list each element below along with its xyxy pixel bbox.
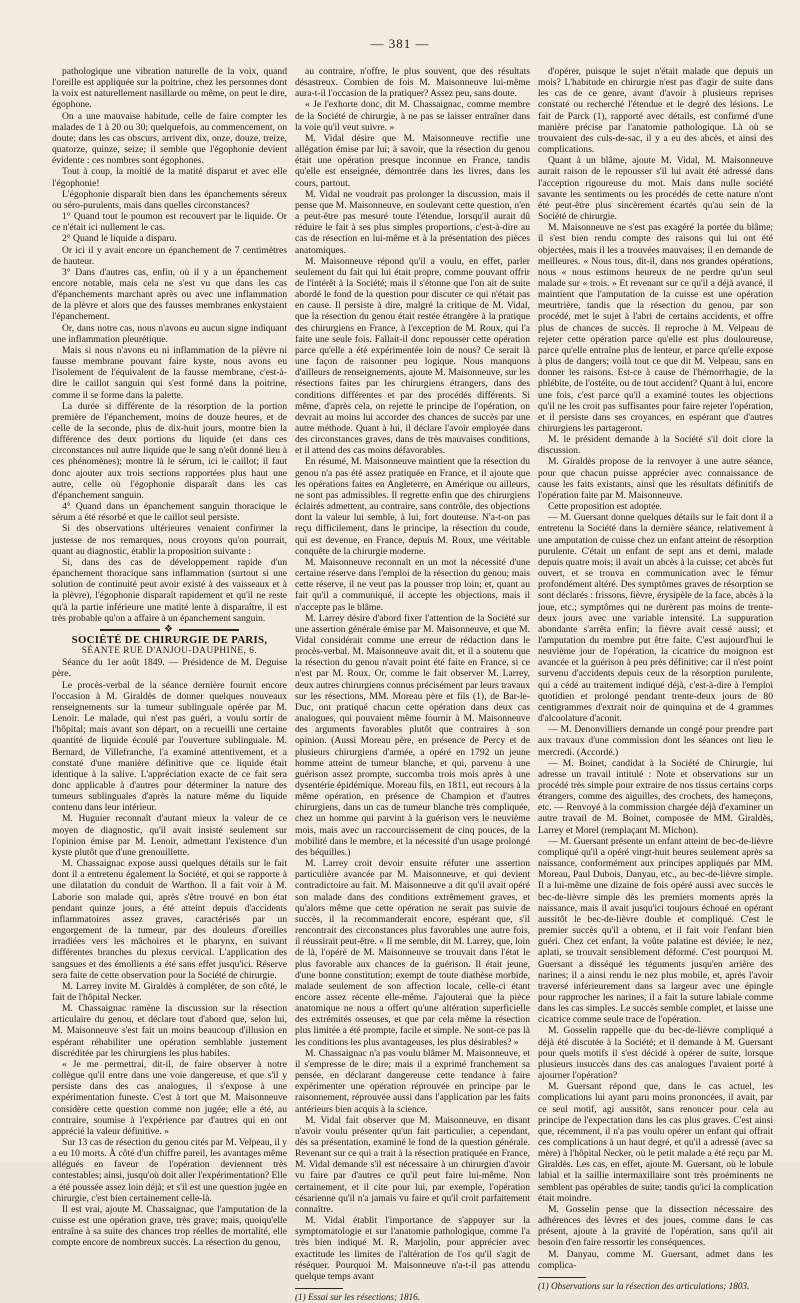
paragraph: d'opérer, puisque le sujet n'était malade que depuis un mois? L'habitude en chirurgie n'est pas d'agir de suite dans les cas de ce genre, avant d'avoir à plusieurs reprises constaté ou recherché l'étendue et le degré des lésions. Le fait de Parck (1), rapporté avec détails, est confirmé d'une manière précise par l'anatomie pathologique. Là où se trouvaient des culs-de-sac, il y a eu des abcès, et ainsi des complications. <box>538 66 773 156</box>
paragraph: Le procès-verbal de la séance dernière fournit encore l'occasion à M. Giraldès de donner quelques nouveaux renseignements sur la tumeur sublinguale opérée par M. Lenoir. Le malade, qui n'est pas guéri, a voulu sortir de l'hôpital; mais avant son départ, on a recueilli une certaine quantité de liquide écoulé par l'ouverture sublinguale. M. Bernard, de Villefranche, l'a examiné attentivement, et a constaté d'une manière définitive que ce liquide était identique à la salive. L'appréciation exacte de ce fait sera donc applicable à d'autres pour déterminer la nature des tumeurs sublinguales d'après la nature même du liquide contenu dans leur intérieur. <box>52 679 287 814</box>
paragraph: — M. Boinet, candidat à la Société de Chirurgie, lui adresse un travail intitulé : Note et observations sur un procédé très simple pour extraire de nos tissus certains corps étrangers, comme des aiguilles, des crochets, des hameçons, etc. — Renvoyé à la commission chargée déjà d'examiner un autre travail de M. Boinet, composée de MM. Giraldès, Larrey et Morel (remplaçant M. Michon). <box>538 757 773 836</box>
paragraph: au contraire, n'offre, le plus souvent, que des résultats désastreux. Combien de fois M. Maisonneuve lui-même aura-t-il l'occasion de la pratiquer? Assez peu, sans doute. <box>295 66 530 100</box>
paragraph: M. Vidal ne voudrait pas prolonger la discussion, mais il pense que M. Maisonneuve, en soulevant cette question, n'en a peut-être pas mesuré toute l'étendue, lorsqu'il aurait dû réduire le fait à ses plus simples proportions, c'est-à-dire au cas de résection en lui-même et à la présentation des pièces anatomiques. <box>295 188 530 256</box>
paragraph: M. Vidal fait observer que M. Maisonneuve, en disant n'avoir voulu présenter qu'un fait particulier, a cependant, dès sa présentation, examiné le fond de la question générale. Revenant sur ce qui a trait à la résection pratiquée en France, M. Vidal demande s'il est nécessaire à un chirurgien d'avoir vu faire par d'autres ce qu'il peut faire lui-même. Non certainement, et il cite pour lui, par exemple, l'opération césarienne qu'il n'a jamais vu faire et qu'il croit parfaitement connaître. <box>295 1114 530 1215</box>
paragraph: Quant à un blâme, ajoute M. Vidal, M. Maisonneuve aurait raison de le repousser s'il lui avait été adressé dans l'acception rigoureuse du mot. Mais dans nulle société savante les sentiments ou les procédés de cette nature n'ont été peut-être plus sincèrement écartés qu'au sein de la Société de chirurgie. <box>538 155 773 223</box>
section-heading: SOCIÉTÉ DE CHIRURGIE DE PARIS, <box>71 633 268 646</box>
paragraph: M. Vidal établit l'importance de s'appuyer sur la symptomatologie et sur l'anatomie pathologique, comme l'a très bien indiqué M. R. Marjolin, pour apprécier avec exactitude les limites de l'altération de l'os qu'il s'agit de réséquer. Pourquoi M. Maisonneuve n'a-t-il pas attendu quelque temps avant <box>295 1215 530 1282</box>
paragraph: Cette proposition est adoptée. <box>548 501 663 513</box>
paragraph: Si, dans des cas de développement rapide d'un épanchement thoracique sans inflammation (surtout si une solution de continuité peut avoir existé à des vaisseaux et à la plèvre), l'égophonie disparaît rapidement et qu'il ne reste qu'à la partie inférieure une matité lente à disparaître, il est très probable qu'on a affaire à un épanchement sanguin. <box>52 556 287 624</box>
paragraph: M. Maisonneuve reconnaît en un mot la nécessité d'une certaine réserve dans l'emploi de la résection du genou; mais cette réserve, il ne veut pas la pousser trop loin; et, quant au fait qu'il a communiqué, il accepte les objections, mais il n'accepte pas le blâme. <box>295 556 530 613</box>
paragraph: M. Larrey désire d'abord fixer l'attention de la Société sur une assertion générale émise par M. Maisonneuve, et que M. Vidal considérait comme une erreur de rédaction dans le procès-verbal. M. Maisonneuve avait dit, et il a soutenu que la résection du genou n'avait point été faite en France, si ce n'est par M. Roux. Or, comme le fait observer M. Larrey, deux autres chirurgiens connus précisément par leurs travaux sur les résections, MM. Moreau père et fils (1), de Bar-le-Duc, ont pratiqué chacun cette opération dans deux cas analogues, qui pouvaient même fournir à M. Maisonneuve des arguments favorables plutôt que contraires à son opinion. (Aussi Moreau père, en présence de Percy et de plusieurs chirurgiens d'armée, a opéré en 1792 un jeune homme atteint de tumeur blanche, et qui, parvenu à une guérison assez prompte, succomba trois mois après à une dysentérie épidémique. Moreau fils, en 1811, eut recours à la même opération, en présence de Champion et d'autres chirurgiens, dans un cas de tumeur blanche très compliquée, chez un homme qui parvint à la guérison vers le neuvième mois, mais avec un raccourcissement de cinq pouces, de la mobilité dans le membre, et la nécessité d'un usage prolongé des béquilles.) <box>295 612 530 858</box>
column-2 <box>295 66 530 1303</box>
paragraph: M. Gosselin rappelle que du bec-de-lièvre compliqué a déjà été discutée à la Société; et il demande à M. Guersant pour quels motifs il s'est décidé à opérer de suite, lorsque plusieurs insuccès dans des cas analogues l'avaient porté à ajourner l'opération? <box>538 1025 773 1082</box>
paragraph: L'égophonie disparaît bien dans les épanchements séreux ou séro-purulents, mais dans quelles circonstances? <box>52 188 287 211</box>
paragraph: — M. Guersant donne quelques détails sur le fait dont il a entretenu la Société dans la dernière séance, relativement à une amputation de cuisse chez un enfant atteint de résorption purulente. C'était un enfant de sept ans et demi, malade depuis quatre mois; il avait un abcès à la cuisse; cet abcès fut ouvert, et se trouva en communication avec le fémur profondément altéré. Des symptômes graves de résorption se sont déclarés : frissons, fièvre, érysipèle de la face, abcès à la joue, etc.; symptômes qui ne durèrent pas moins de trente-deux jours avec une variable intensité. La suppuration abondante s'arrêta enfin; la fièvre avait cessé aussi; et l'amputation du membre put être faite. C'est aujourd'hui le neuvième jour de l'opération, la cicatrice du moignon est avancée et la guérison à peu près définitive; car il n'est point survenu d'accidents depuis ceux de la résorption purulente, qui a cédé au traitement indiqué déjà, c'est-à-dire à l'emploi quotidien et prolongé pendant trente-deux jours de 80 centigrammes d'extrait noir de quinquina et de 4 grammes d'alcoolature d'aconit. <box>538 512 773 725</box>
paragraph: M. Chassaignac n'a pas voulu blâmer M. Maisonneuve, et il s'empresse de le dire; mais il a exprimé franchement sa pensée, en déclarant dangereuse cette tendance à faire expérimenter une opération réprouvée en principe par le raisonnement, réprouvée aussi dans l'application par les faits antérieurs bien acquis à la science. <box>295 1047 530 1115</box>
paragraph: M. Vidal désire que M. Maisonneuve rectifie une allégation émise par lui; à savoir, que la résection du genou était une opération presque inconnue en France, tandis qu'elle est enseignée, démontrée dans les livres, dans les cours, partout. <box>295 132 530 189</box>
paragraph: M. Maisonneuve répond qu'il a voulu, en effet, parler seulement du fait qui lui était propre, comme pouvant offrir de l'intérêt à la Société; mais il s'étonne que l'on ait de suite abordé le fond de la question pour discuter ce qui n'était pas en cause. Il persiste à dire, malgré la critique de M. Vidal, que la résection du genou était restée étrangère à la pratique des chirurgiens en France, à l'exception de M. Roux, qui l'a faite une seule fois. Fallait-il donc repousser cette opération parce qu'elle a été expérimentée loin de nous? Ce serait là une façon de raisonner peu logique. Nous manquons d'ailleurs de renseignements, ajoute M. Maisonneuve, sur les résections faites par les chirurgiens étrangers, dans des conditions différentes et par des procédés différents. Si même, d'après cela, on rejette le principe de l'opération, on devrait au moins lui accorder des chances de succès par une autre méthode. Quant à lui, il déclare l'avoir employée dans des circonstances graves, dans de très mauvaises conditions, et il attend des cas moins défavorables. <box>295 255 530 457</box>
paragraph: On a une mauvaise habitude, celle de faire compter les malades de 1 à 20 ou 30; quelquefois, au commencement, on doute; dans les cas obscurs, arrivent dix, onze, douze, treize, quatorze, quinze, seize; il semble que l'égophonie devient évidente : ces nombres sont égophones. <box>52 110 287 167</box>
page-number: — 381 — <box>370 36 430 51</box>
section-subheading: SÉANTE RUE D'ANJOU-DAUPHINE, 6. <box>81 646 258 657</box>
footnote-rule <box>538 1277 586 1278</box>
paragraph: M. Giraldès propose de la renvoyer à une autre séance, pour que chacun puisse apprécier avec connaissance de cause les faits existants, ainsi que les résultats définitifs de l'opération faite par M. Maisonneuve. <box>538 456 773 501</box>
column-3 <box>538 66 773 1291</box>
paragraph: M. Danyau, comme M. Guersant, admet dans les complica- <box>538 1248 773 1271</box>
paragraph: Or, dans notre cas, nous n'avons eu aucun signe indiquant une inflammation pleurétique. <box>52 322 287 345</box>
paragraph: En résumé, M. Maisonneuve maintient que la résection du genou n'a pas été assez pratiquée en France, et il ajoute que les opérations faites en Angleterre, en Amérique ou ailleurs, ne sont pas admissibles. Il regrette enfin que des chirurgiens éclairés admettent, au contraire, sans contrôle, des objections dont la valeur lui semble, à lui, fort douteuse. N'a-t-on pas reçu difficilement, dans le principe, la résection du coude, qui est devenue, en France, depuis M. Roux, une véritable conquête de la chirurgie moderne. <box>295 456 530 557</box>
paragraph: Sur 13 cas de résection du genou cités par M. Velpeau, il y a eu 10 morts. À côté d'un chiffre pareil, les avantages même allégués en faveur de l'opération deviennent très contestables; ainsi, jusqu'où doit aller l'expérimentation? Elle a été poussée assez loin déjà; et s'il est une question jugée en chirurgie, c'est bien certainement celle-là. <box>52 1137 287 1204</box>
text-columns <box>52 66 774 1303</box>
footnote: (1) Essai sur les résections; 1816. <box>295 1292 421 1303</box>
paragraph: La durée si différente de la résorption de la portion première de l'épanchement, moins de douze heures, et de celle de la seconde, plus de dix-huit jours, montre bien la différence des deux portions du liquide (et dans ces circonstances nul autre liquide que le sang n'eût donné lieu à ces phénomènes); montre là le sérum, ici le caillot; il faut donc ajouter aux trois sections rapportées plus haut une autre, celle où l'égophonie disparaît dans les cas d'épanchement sanguin. <box>52 400 287 501</box>
paragraph: M. Chassaignac ramène la discussion sur la résection articulaire du genou, et déclare tout d'abord que, selon lui, M. Maisonneuve s'est fait un moins beaucoup d'illusion en espérant réhabiliter une opération semblable justement discréditée par les chirurgiens les plus habiles. <box>52 1003 287 1059</box>
paragraph: 2° Quand le liquide a disparu. <box>62 233 177 245</box>
paragraph: Or ici il y avait encore un épanchement de 7 centimètres de hauteur. <box>52 244 287 267</box>
footnote: (1) Observations sur la résection des articulations; 1803. <box>538 1280 750 1291</box>
footnote-rule <box>295 1288 343 1289</box>
paragraph: 4° Quand dans un épanchement sanguin thoracique le sérum a été résorbé et que le caillot seul persiste. <box>52 501 287 524</box>
paragraph: 1° Quand tout le poumon est recouvert par le liquide. Or ce n'était ici nullement le cas. <box>52 211 287 234</box>
paragraph: Il est vrai, ajoute M. Chassaignac, que l'amputation de la cuisse est une opération grave, très grave; mais, quoiqu'elle entraîne à sa suite des chances trop réelles de mortalité, elle compte encore de nombreux succès. La résection du genou, <box>52 1203 287 1249</box>
paragraph: Mais si nous n'avons eu ni inflammation de la plèvre ni fausse membrane pouvant faire kyste, nous avons eu l'isolement de l'équivalent de la fausse membrane, c'est-à-dire le caillot sanguin qui s'est formé dans la poitrine, comme il se forme dans la palette. <box>52 344 287 401</box>
paragraph: M. Chassaignac expose aussi quelques détails sur le fait dont il a entretenu également la Société, et qui se rapporte à une dilatation du conduit de Warthon. Il a fait voir à M. Laborie son malade qui, après s'être trouvé en bon état pendant quinze jours, a été atteint depuis d'accidents inflammatoires assez graves, caractérisés par un engorgement de la tumeur, par des douleurs d'oreilles irradiées vers les mâchoires et le pharynx, en suivant différentes branches du plexus cervical. L'application des sangsues et des émollients a été sans effet jusqu'ici. Réserve sera faite de cette observation pour la Société de chirurgie. <box>52 858 287 981</box>
paragraph: M. le président demande à la Société s'il doit clore la discussion. <box>538 434 773 457</box>
paragraph: « Je l'exhorte donc, dit M. Chassaignac, comme membre de la Société de chirurgie, à ne pas se laisser entraîner dans la voie qu'il veut suivre. » <box>295 99 530 133</box>
session-line: Séance du 1er août 1849. — Présidence de M. Deguise père. <box>52 657 287 680</box>
paragraph: — M. Denonvilliers demande un congé pour prendre part aux travaux d'une commission dont les séances ont lieu le mercredi. (Accordé.) <box>538 724 773 758</box>
paragraph: M. Guersant répond que, dans le cas actuel, les complications lui ayant paru moins prononcées, il avait, par ce seul motif, agi aussitôt, sans renoncer pour cela au principe de l'expectation dans les cas plus graves. C'est ainsi que, récemment, il n'a pas voulu opérer un enfant qui offrait ces complications à un haut degré, et qu'il a adressé (avec sa mère) à l'hôpital Necker, où le petit malade a été reçu par M. Giraldès. Les cas, en effet, ajoute M. Guersant, où le lobule labial et la saillie intermaxillaire sont très proéminents ne semblent pas opérables de suite; tandis qu'ici la complication était moindre. <box>538 1081 773 1204</box>
paragraph: « Je me permettrai, dit-il, de faire observer à notre collègue qu'il entre dans une voie dangereuse, et que s'il y persiste dans des cas analogues, il s'expose à une expérimentation funeste. C'est à tort que M. Maisonneuve considère cette question comme non jugée; elle a été, au contraire, soumise à l'expérience par d'autres qui en ont apprécié la valeur définitive. » <box>52 1058 287 1137</box>
section-ornament: ❖ <box>52 624 287 635</box>
paragraph: pathologique une vibration naturelle de la voix, quand l'oreille est appliquée sur la poitrine, chez les personnes dont la voix est naturellement nasillarde ou même, on peut le dire, égophone. <box>52 66 287 111</box>
paragraph: Si des observations ultérieures venaient confirmer la justesse de nos remarques, nous croyons qu'on pourrait, quant au diagnostic, établir la proposition suivante : <box>52 523 287 557</box>
paragraph: M. Maisonneuve ne s'est pas exagéré la portée du blâme; il s'est bien rendu compte des raisons qui lui ont été objectées, mais il les a trouvées mauvaises; il en demande de meilleures. « Nous tous, dit-il, dans nos grandes opérations, nous « nous estimons heureux de ne perdre qu'un seul malade sur « trois. » Et revenant sur ce qu'il a déjà avancé, il maintient que l'amputation de la cuisse est une opération meurtrière, tandis que la résection du genou, par son procédé, met le sujet à l'abri de certains accidents, et offre plus de chances de succès. Il reproche à M. Velpeau de rejeter cette opération parce qu'elle est plus douloureuse, parce qu'elle entraîne plus de lenteur, et parce qu'elle expose à plus de dangers; voilà tout ce que dit M. Velpeau, sans en donner les raisons. Est-ce à cause de l'hémorrhagie, de la phlébite, de l'ostéite, ou de tout accident? Quant à lui, encore une fois, c'est parce qu'il a examiné toutes les objections qu'il ne les croit pas suffisantes pour faire rejeter l'opération, et il persiste dans ses croyances, en espérant que d'autres chirurgiens les partageront. <box>538 222 773 434</box>
paragraph: M. Larrey invite M. Giraldès à compléter, de son côté, le fait de l'hôpital Necker. <box>52 980 287 1003</box>
paragraph: M. Huguier reconnaît d'autant mieux la valeur de ce moyen de diagnostic, qu'il avait insisté seulement sur l'opinion émise par M. Lenoir, admettant l'existence d'un kyste plutôt que d'une grenouillette. <box>52 813 287 858</box>
paragraph: M. Gosselin pense que la dissection nécessaire des adhérences des lèvres et des joues, comme dans le cas présent, ajoute à la gravité de l'opération, sans qu'il ait besoin d'en faire ressortir les conséquences. <box>538 1203 773 1249</box>
column-1 <box>52 66 287 1249</box>
paragraph: 3° Dans d'autres cas, enfin, où il y a un épanchement encore notable, mais cela ne s'est vu que dans les cas d'épanchements marchant après ou avec une inflammation de la plèvre et alors que des fausses membranes enkystaient l'épanchement. <box>52 266 287 323</box>
paragraph: — M. Guersant présente un enfant atteint de bec-de-lièvre compliqué qu'il a opéré vingt-huit heures seulement après sa naissance, conformément aux principes appliqués par MM. Moreau, Paul Dubois, Danyau, etc., au bec-de-lièvre simple. Il a lui-même une dizaine de fois opéré aussi avec succès le bec-de-lièvre simple dès les premiers moments après la naissance, mais il avait jusqu'ici toujours échoué en opérant aussitôt le bec-de-lièvre double et compliqué. C'est le premier succès qu'il a obtenu, et il fait voir l'enfant bien guéri. Chez cet enfant, la voûte palatine est déviée; le nez, aplati, se trouvait sensiblement déformé. C'est pourquoi M. Guersant a disséqué les téguments jusqu'en arrière des narines; il a ainsi rendu le nez plus mobile, et, après l'avoir traversé inférieurement dans sa largeur avec une épingle pour rapprocher les narines, il a fait la suture labiale comme dans les cas simples. Le succès semble complet, et laisse une cicatrice comme seule trace de l'opération. <box>538 835 773 1026</box>
paragraph: Tout à coup, la moitié de la matité disparut et avec elle l'égophonie! <box>52 166 287 189</box>
paragraph: M. Larrey croit devoir ensuite réfuter une assertion particulière avancée par M. Maisonneuve, et qui devient contradictoire au fait. M. Maisonneuve a dit qu'il avait opéré son malade dans des conditions extrêmement graves, et qu'alors même que cette opération ne serait pas suivie de succès, il la recommanderait encore, espérant que, s'il rencontrait des circonstances plus favorables une autre fois, il réussirait peut-être. « Il me semble, dit M. Larrey, que, loin de là, l'opéré de M. Maisonneuve se trouvait dans l'état le plus favorable aux chances de la guérison. Il était jeune, d'une bonne constitution; exempt de toute diathèse morbide, malade seulement de son affection locale, celle-ci étant encore assez récente elle-même. J'ajouterai que la pièce anatomique ne nous a offert qu'une altération superficielle des extrémités osseuses, et que par cela même la résection plus limitée a été prompte, facile et simple. Ne sont-ce pas là les conditions les plus avantageuses, les plus désirables? » <box>295 858 530 1048</box>
